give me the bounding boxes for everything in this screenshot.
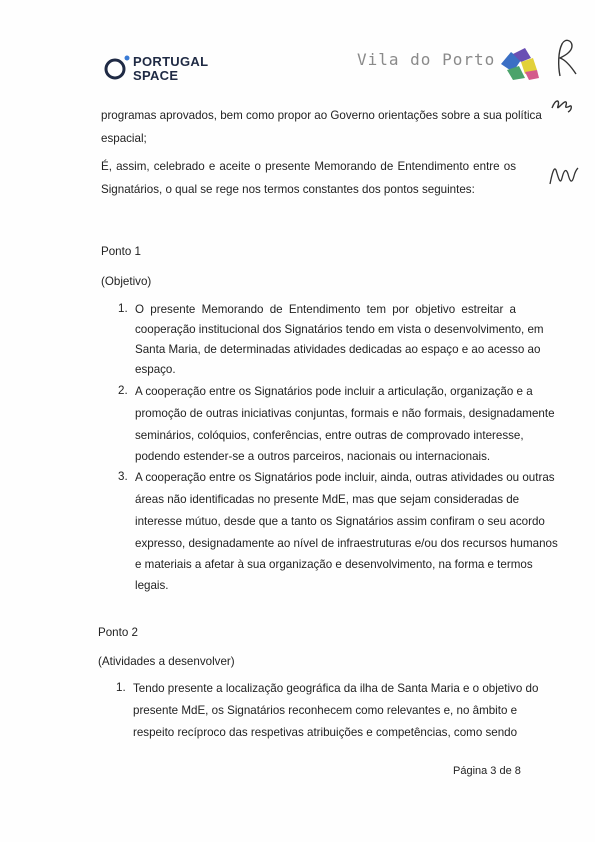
paragraph-line: espacial;	[101, 132, 147, 145]
list-item-line: seminários, colóquios, conferências, entre outras de comprovado interesse,	[135, 429, 524, 442]
section-subtitle: (Objetivo)	[101, 275, 152, 288]
page-number: Página 3 de 8	[453, 765, 521, 777]
list-item-line: presente MdE, os Signatários reconhecem como relevantes e, no âmbito e	[133, 704, 518, 717]
handwritten-initials-signature	[552, 38, 580, 78]
list-number: 1.	[118, 302, 128, 315]
list-item-line: espaço.	[135, 363, 176, 376]
list-item-line: promoção de outras iniciativas conjuntas, formais e não formais, designadamente	[135, 407, 555, 420]
list-item-line: Tendo presente a localização geográfica da ilha de Santa Maria e o objetivo do	[133, 682, 539, 695]
paragraph-line: Signatários, o qual se rege nos termos constantes dos pontos seguintes:	[101, 183, 475, 196]
list-item-line: e materiais a afetar à sua organização e desenvolvimento, na forma e termos	[135, 558, 533, 571]
list-item-line: podendo estender-se a outros parceiros, nacionais ou internacionais.	[135, 450, 491, 463]
paragraph-line: programas aprovados, bem como propor ao Governo orientações sobre a sua política	[101, 109, 542, 122]
list-item-line: legais.	[135, 579, 169, 592]
list-number: 3.	[118, 470, 128, 483]
list-item-line: respeito recíproco das respetivas atribuições e competências, como sendo	[133, 726, 518, 739]
section-title: Ponto 1	[101, 245, 141, 258]
list-number: 2.	[118, 384, 128, 397]
handwritten-initials-signature	[548, 164, 580, 188]
portugal-space-logo-icon	[103, 52, 133, 82]
vila-do-porto-emblem-icon	[497, 46, 541, 82]
logo-text-line1: PORTUGAL	[133, 54, 209, 69]
paragraph-line: É, assim, celebrado e aceite o presente Memorando de Entendimento entre os	[101, 160, 516, 173]
list-item-line: interesse mútuo, desde que a tanto os Signatários assim confiram o seu acordo	[135, 515, 545, 528]
portugal-space-logo-text	[133, 55, 208, 83]
list-item-line: O presente Memorando de Entendimento tem por objetivo estreitar a	[135, 303, 516, 316]
vila-do-porto-logo-text: Vila do Porto	[357, 50, 496, 69]
list-item-line: áreas não identificadas no presente MdE, mas que sejam consideradas de	[135, 493, 520, 506]
logo-text-line2: SPACE	[133, 68, 179, 83]
list-item-line: A cooperação entre os Signatários pode incluir, ainda, outras atividades ou outras	[135, 471, 555, 484]
list-item-line: expresso, designadamente ao nível de infraestruturas e/ou dos recursos humanos	[135, 537, 558, 550]
list-item-line: cooperação institucional dos Signatários tendo em vista o desenvolvimento, em	[135, 323, 544, 336]
list-item-line: A cooperação entre os Signatários pode incluir a articulação, organização e a	[135, 385, 533, 398]
section-title: Ponto 2	[98, 626, 138, 639]
section-subtitle: (Atividades a desenvolver)	[98, 655, 235, 668]
list-item-line: Santa Maria, de determinadas atividades dedicadas ao espaço e ao acesso ao	[135, 343, 541, 356]
list-number: 1.	[116, 681, 126, 694]
handwritten-initials-signature	[550, 96, 574, 114]
